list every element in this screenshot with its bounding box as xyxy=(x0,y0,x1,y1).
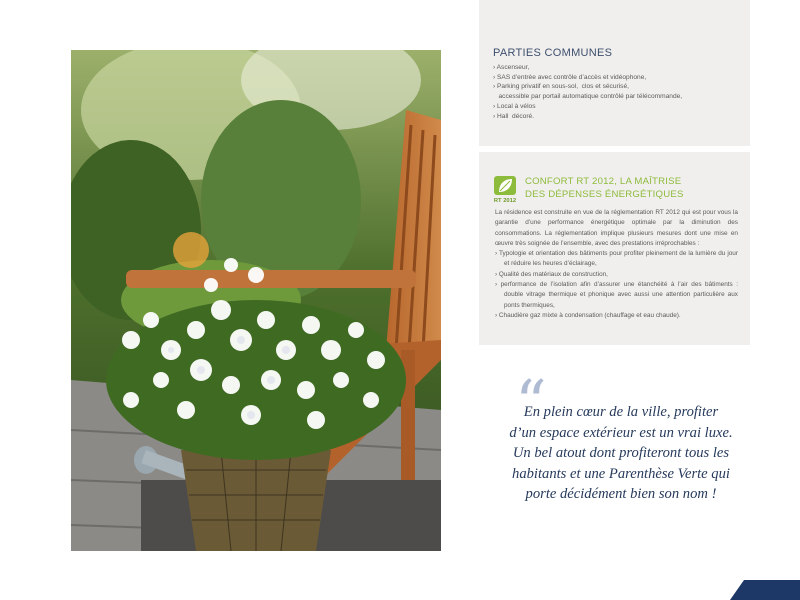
pull-quote xyxy=(496,402,746,505)
rt2012-title-line: CONFORT RT 2012, LA MAÎTRISE xyxy=(525,176,682,187)
rt2012-panel xyxy=(479,152,750,345)
list-item: › SAS d’entrée avec contrôle d’accès et vidéophone, xyxy=(493,73,647,81)
parties-communes-panel xyxy=(479,0,750,146)
list-item: › Hall décoré. xyxy=(493,112,535,120)
quote-line: d’un espace extérieur est un vrai luxe. xyxy=(509,424,733,441)
garden-photo xyxy=(71,50,441,551)
list-item: › Ascenseur, xyxy=(493,64,530,71)
quote-line: En plein cœur de la ville, profiter xyxy=(523,404,719,420)
garden-photo-illustration xyxy=(71,50,441,551)
rt2012-list xyxy=(495,249,738,321)
quote-line: habitants et une Parenthèse Verte qui xyxy=(512,465,730,482)
quote-mark-icon: “ xyxy=(515,366,547,439)
rt2012-title-line: DES DÉPENSES ÉNERGÉTIQUES xyxy=(525,188,684,200)
rt2012-header xyxy=(493,172,738,202)
rt2012-leaf-icon xyxy=(493,175,517,203)
list-item: › Local à vélos xyxy=(493,102,536,110)
list-item: accessible par portail automatique contrôlé par télécommande, xyxy=(493,93,683,101)
list-item: › performance de l’isolation afin d’assurer une étanchéité à l’air des bâtiments : double vitrage thermique et phonique avec aussi une attention particulière aux ponts thermiques, xyxy=(495,281,738,309)
quote-line: porte décidément bien son nom ! xyxy=(525,486,717,502)
rt2012-title xyxy=(525,176,684,201)
list-item: › Parking privatif en sous-sol, clos et sécurisé, xyxy=(493,83,629,91)
rt2012-intro: La résidence est construite en vue de la réglementation RT 2012 qui est pour vous la garantie d’une performance énergétique optimale par la diminution des consommations. La réglementation implique plusieurs mesures dont une mise en œuvre très soignée de l’ensemble, avec des prestations irréprochables : xyxy=(495,209,738,247)
parties-communes-title: PARTIES COMMUNES xyxy=(493,47,613,59)
quote-line: Un bel atout dont profiteront tous les xyxy=(512,445,730,461)
list-item: › Qualité des matériaux de construction, xyxy=(495,270,608,278)
rt2012-logo-text: RT 2012 xyxy=(493,198,517,203)
corner-tab-decoration xyxy=(730,580,800,600)
list-item: › Typologie et orientation des bâtiments pour profiter pleinement de la lumière du jour et réduire les heures d’éclairage, xyxy=(495,250,738,268)
parties-communes-list xyxy=(493,63,736,121)
list-item: › Chaudière gaz mixte à condensation (chauffage et eau chaude). xyxy=(495,311,681,319)
